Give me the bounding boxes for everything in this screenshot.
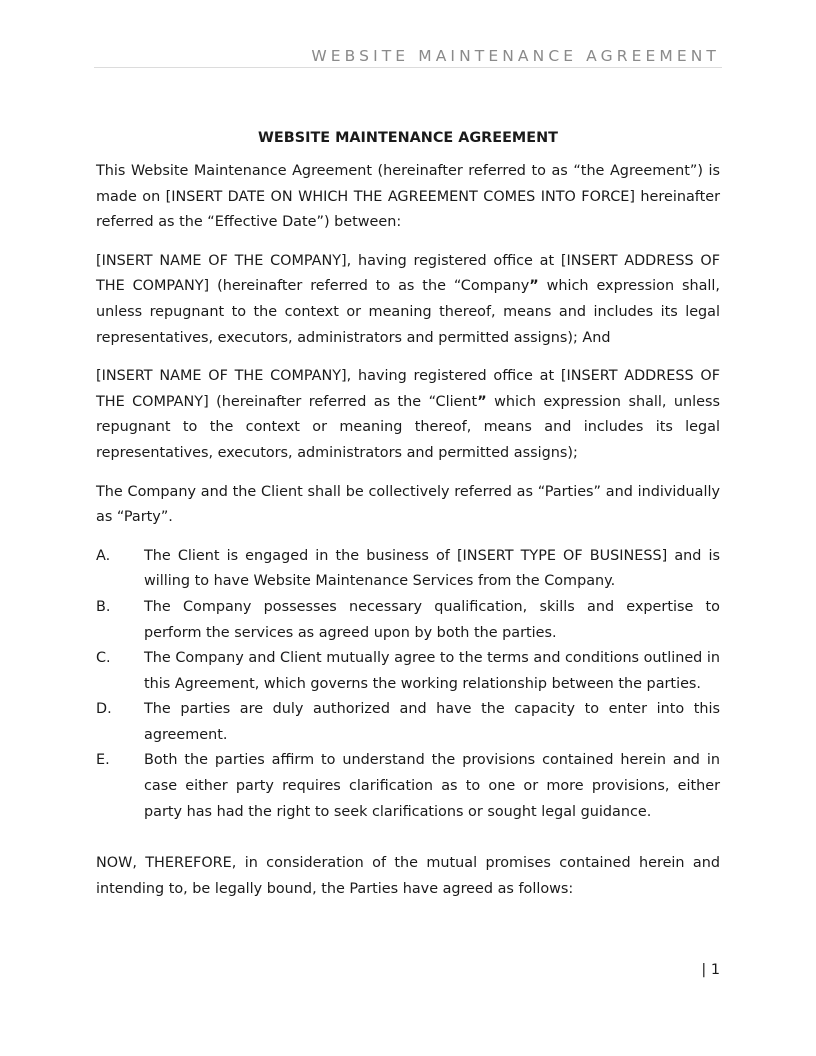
recital-letter: C. <box>96 650 111 667</box>
recital-text: The Client is engaged in the business of [INSERT TYPE OF BUSINESS] and is willing to have Website Maintenance Services from the Company. <box>144 547 720 590</box>
recital-text: The Company and Client mutually agree to the terms and conditions outlined in this Agreement, which governs the working relationship between the parties. <box>144 650 720 692</box>
recital-letter: E. <box>96 752 110 769</box>
now-therefore-paragraph: NOW, THEREFORE, in consideration of the mutual promises contained herein and intending to, be legally bound, the Parties have agreed as follows: <box>96 855 720 897</box>
parties-definition-paragraph: The Company and the Client shall be collectively referred as “Parties” and individually as “Party”. <box>96 483 720 526</box>
document-title: WEBSITE MAINTENANCE AGREEMENT <box>258 130 558 146</box>
party-company-paragraph <box>96 249 720 351</box>
running-header-title: WEBSITE MAINTENANCE AGREEMENT <box>311 47 720 65</box>
recital-item <box>96 544 720 595</box>
party-client-paragraph <box>96 364 720 466</box>
recital-letter: A. <box>96 547 111 564</box>
recital-letter: D. <box>96 701 112 718</box>
page-number: | 1 <box>701 962 720 978</box>
party-company-closing-quote: ” <box>529 278 539 295</box>
party-company-text-end: which expression shall, unless repugnant to the context or meaning thereof, means and includes its legal representatives, executors, administrators and permitted assigns); And <box>96 278 720 346</box>
recitals-list <box>96 544 720 826</box>
party-client-text-start: [INSERT NAME OF THE COMPANY], having registered office at [INSERT ADDRESS OF THE COMPANY] (hereinafter referred as the “Client <box>96 368 720 410</box>
recital-text: The Company possesses necessary qualification, skills and expertise to perform the services as agreed upon by both the parties. <box>144 598 720 641</box>
recital-item <box>96 697 720 748</box>
recital-letter: B. <box>96 598 111 615</box>
recital-item <box>96 748 720 825</box>
recital-text: Both the parties affirm to understand the provisions contained herein and in case either party requires clarification as to one or more provisions, either party has had the right to seek clarifications or sought legal guidance. <box>144 752 720 820</box>
intro-paragraph: This Website Maintenance Agreement (hereinafter referred to as “the Agreement”) is made on [INSERT DATE ON WHICH THE AGREEMENT COMES INTO FORCE] hereinafter referred as the “Effective Date”) between: <box>96 163 720 231</box>
party-client-text-end: which expression shall, unless repugnant to the context or meaning thereof, means and includes its legal representatives, executors, administrators and permitted assigns); <box>96 393 720 461</box>
recital-item <box>96 595 720 646</box>
party-company-text-start: [INSERT NAME OF THE COMPANY], having registered office at [INSERT ADDRESS OF THE COMPANY] (hereinafter referred to as the “Company <box>96 252 720 295</box>
document-body <box>96 128 720 915</box>
party-client-closing-quote: ” <box>477 393 487 410</box>
recital-text: The parties are duly authorized and have the capacity to enter into this agreement. <box>144 701 720 743</box>
header-divider <box>94 67 722 68</box>
recital-item <box>96 646 720 697</box>
